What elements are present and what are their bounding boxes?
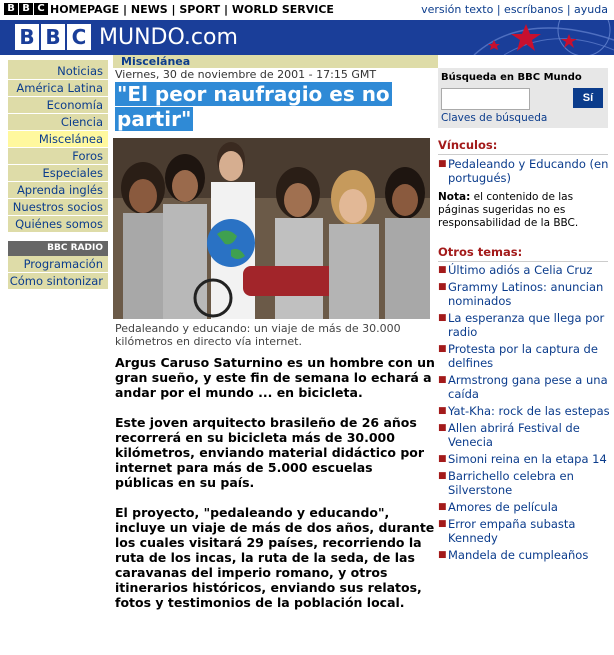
help-link[interactable]: ayuda <box>574 3 608 16</box>
list-item <box>438 404 614 418</box>
article-photo <box>113 138 430 319</box>
logo-letter: B <box>4 3 18 15</box>
nav-item-america-latina[interactable]: América Latina <box>8 80 108 97</box>
bullet-icon: ■ <box>438 265 447 275</box>
list-item <box>438 280 614 308</box>
sport-link[interactable]: SPORT <box>179 3 221 16</box>
world-service-link[interactable]: WORLD SERVICE <box>231 3 334 16</box>
links-note <box>438 191 608 230</box>
list-item <box>438 373 614 401</box>
article-paragraph: Este joven arquitecto brasileño de 26 años recorrerá en su bicicleta más de 30.000 kilómetros, enviando material didáctico por internet para más de 5.000 escuelas públicas en su país. <box>115 415 425 490</box>
bullet-icon: ■ <box>438 406 447 416</box>
contact-link[interactable]: escríbanos <box>504 3 564 16</box>
nav-item-especiales[interactable]: Especiales <box>8 165 108 182</box>
article-body <box>115 355 435 625</box>
search-button[interactable]: Sí <box>573 88 603 108</box>
topic-link[interactable]: Mandela de cumpleaños <box>448 548 589 562</box>
topic-link[interactable]: Error empaña subasta Kennedy <box>448 517 576 545</box>
text-version-link[interactable]: versión texto <box>421 3 494 16</box>
logo-letter: C <box>67 24 91 50</box>
logo-letter: B <box>19 3 33 15</box>
nav-item-miscelanea[interactable]: Miscelánea <box>8 131 108 148</box>
radio-item-como-sintonizar[interactable]: Cómo sintonizar <box>8 273 108 290</box>
list-item <box>438 469 614 497</box>
search-label: Búsqueda en BBC Mundo <box>441 72 582 83</box>
section-label: Miscelánea <box>113 55 438 68</box>
nav-item-ciencia[interactable]: Ciencia <box>8 114 108 131</box>
homepage-link[interactable]: HOMEPAGE <box>50 3 120 16</box>
bullet-icon: ■ <box>438 519 447 529</box>
headline-line: "El peor naufragio es no <box>117 82 390 106</box>
utility-links <box>421 3 608 16</box>
nav-item-nuestros-socios[interactable]: Nuestros socios <box>8 199 108 216</box>
logo-letter: B <box>15 24 39 50</box>
topic-link[interactable]: Último adiós a Celia Cruz <box>448 263 593 277</box>
bullet-icon: ■ <box>438 550 447 560</box>
bullet-icon: ■ <box>438 159 447 169</box>
links-list <box>438 157 614 188</box>
link-pedaleando[interactable]: Pedaleando y Educando (en portugués) <box>448 157 609 185</box>
list-item <box>438 452 614 466</box>
topic-link[interactable]: Protesta por la captura de delfines <box>448 342 598 370</box>
list-item <box>438 263 614 277</box>
separator: | <box>171 3 176 16</box>
other-topics-header: Otros temas: <box>438 245 608 262</box>
bullet-icon: ■ <box>438 375 447 385</box>
masthead-banner <box>0 20 614 55</box>
list-item <box>438 157 614 185</box>
headline-line: partir" <box>117 107 192 131</box>
stars-decoration-icon <box>434 20 614 55</box>
nav-item-foros[interactable]: Foros <box>8 148 108 165</box>
search-box <box>438 68 608 128</box>
photo-illustration <box>113 138 430 319</box>
bbc-radio-header: BBC RADIO <box>8 241 108 256</box>
topic-link[interactable]: Simoni reina en la etapa 14 <box>448 452 607 466</box>
photo-caption: Pedaleando y educando: un viaje de más de 30.000 kilómetros en directo vía internet. <box>115 322 401 348</box>
topic-link[interactable]: Allen abrirá Festival de Venecia <box>448 421 580 449</box>
nav-item-economia[interactable]: Economía <box>8 97 108 114</box>
other-topics-list <box>438 263 614 565</box>
list-item <box>438 517 614 545</box>
note-label: Nota: <box>438 191 471 203</box>
logo-letter: B <box>41 24 65 50</box>
bullet-icon: ■ <box>438 344 447 354</box>
topic-link[interactable]: Yat-Kha: rock de las estepas <box>448 404 610 418</box>
links-header: Vínculos: <box>438 138 608 155</box>
page-title <box>115 82 435 132</box>
separator: | <box>496 3 501 16</box>
news-link[interactable]: NEWS <box>130 3 168 16</box>
bbc-mini-logo[interactable] <box>4 3 48 15</box>
list-item <box>438 342 614 370</box>
bullet-icon: ■ <box>438 282 447 292</box>
nav-item-noticias[interactable]: Noticias <box>8 63 108 80</box>
article-paragraph: El proyecto, "pedaleando y educando", incluye un viaje de más de dos años, durante los cuales visitará 29 países, recorriendo la ruta de los incas, la ruta de la seda, de las caravanas del imperio romano, y otros itinerarios históricos, enviando sus relatos, fotos y testimonios de la población local. <box>115 505 435 610</box>
separator: | <box>566 3 571 16</box>
nav-item-quienes-somos[interactable]: Quiénes somos <box>8 216 108 233</box>
topic-link[interactable]: Grammy Latinos: anuncian nominados <box>448 280 604 308</box>
site-title: MUNDO.com <box>99 24 238 50</box>
bullet-icon: ■ <box>438 454 447 464</box>
bullet-icon: ■ <box>438 471 447 481</box>
bullet-icon: ■ <box>438 502 447 512</box>
article-paragraph: Argus Caruso Saturnino es un hombre con un gran sueño, y este fin de semana lo echará a andar por el mundo ... en bicicleta. <box>115 355 435 400</box>
list-item <box>438 500 614 514</box>
topic-link[interactable]: La esperanza que llega por radio <box>448 311 605 339</box>
list-item <box>438 421 614 449</box>
global-nav <box>50 3 334 16</box>
separator: | <box>122 3 128 16</box>
search-input[interactable] <box>441 88 530 110</box>
note-text: el contenido de las páginas sugeridas no es responsabilidad de la BBC. <box>438 191 579 229</box>
bullet-icon: ■ <box>438 423 447 433</box>
top-bar <box>0 0 614 20</box>
dateline: Viernes, 30 de noviembre de 2001 - 17:15 GMT <box>115 68 377 81</box>
search-keys-link[interactable]: Claves de búsqueda <box>441 112 548 124</box>
bullet-icon: ■ <box>438 313 447 323</box>
topic-link[interactable]: Barrichello celebra en Silverstone <box>448 469 574 497</box>
logo-letter: C <box>34 3 48 15</box>
left-nav <box>8 60 108 233</box>
topic-link[interactable]: Amores de película <box>448 500 558 514</box>
list-item <box>438 548 614 562</box>
topic-link[interactable]: Armstrong gana pese a una caída <box>448 373 608 401</box>
nav-item-aprenda-ingles[interactable]: Aprenda inglés <box>8 182 108 199</box>
radio-nav <box>8 256 108 290</box>
radio-item-programacion[interactable]: Programación <box>8 256 108 273</box>
bbc-mundo-logo[interactable] <box>15 24 238 50</box>
separator: | <box>224 3 229 16</box>
list-item <box>438 311 614 339</box>
